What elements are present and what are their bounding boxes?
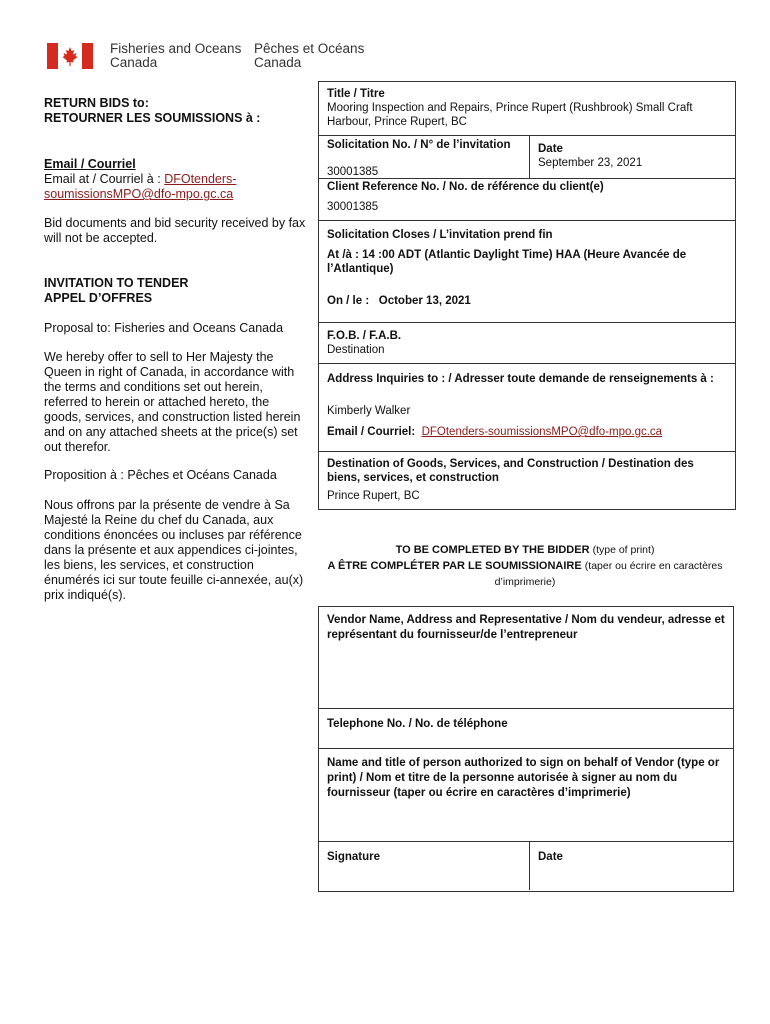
return-bids-heading <box>44 96 306 126</box>
canada-flag-icon <box>47 43 93 69</box>
client-ref-value: 30001385 <box>327 201 379 213</box>
closes-on <box>327 294 727 308</box>
bidder-line2-bold: A ÊTRE COMPLÉTER PAR LE SOUMISSIONAIRE <box>327 560 582 572</box>
email-link-part2[interactable]: soumissionsMPO@dfo-mpo.gc.ca <box>44 187 234 201</box>
logo-en-line1: Fisheries and Oceans <box>110 41 242 56</box>
bidder-instructions <box>318 542 732 590</box>
invitation-en: INVITATION TO TENDER <box>44 276 189 290</box>
closes-on-label: On / le : <box>327 295 370 307</box>
fob-value: Destination <box>327 344 385 356</box>
date-cell <box>529 136 735 179</box>
bidder-line1 <box>318 542 732 558</box>
bidder-line3-small: d’imprimerie) <box>494 576 556 588</box>
solicitation-info-box <box>318 81 736 510</box>
title-value-line1: Mooring Inspection and Repairs, Prince Rupert (Rushbrook) Small Craft <box>327 102 693 114</box>
telephone-field[interactable] <box>319 709 733 749</box>
date-label: Date <box>538 143 563 155</box>
email-block <box>44 157 306 202</box>
closes-label: Solicitation Closes / L’invitation prend fin <box>327 229 553 241</box>
closes-on-value: October 13, 2021 <box>378 295 471 307</box>
bidder-line1-bold: TO BE COMPLETED BY THE BIDDER <box>395 544 590 556</box>
inquiries-section <box>319 364 735 452</box>
solicitation-section <box>319 136 735 179</box>
signature-field[interactable] <box>319 842 530 890</box>
signatory-field[interactable] <box>319 749 733 842</box>
closes-at: At /à : 14 :00 ADT (Atlantic Daylight Time) HAA (Heure Avancée de l’Atlantique) <box>327 249 687 275</box>
client-ref-label: Client Reference No. / No. de référence du client(e) <box>327 181 604 193</box>
contact-name: Kimberly Walker <box>327 405 411 417</box>
email-line <box>44 172 306 187</box>
invitation-fr: APPEL D’OFFRES <box>44 291 153 305</box>
contact-email-label: Email / Courriel: <box>327 426 416 438</box>
vendor-name-field[interactable] <box>319 607 733 709</box>
sign-date-label: Date <box>538 851 563 863</box>
bidder-line2-small: (taper ou écrire en caractères <box>584 560 723 572</box>
offer-fr: Nous offrons par la présente de vendre à Sa Majesté la Reine du chef du Canada, aux conditions énoncées ou incluses par référence dans la présente et aux appendices ci-jointes, les biens, les services, et construction énumérés ici sur toute feuille ci-annexée, au(x) prix indiqué(s). <box>44 498 304 602</box>
proposal-fr: Proposition à : Pêches et Océans Canada <box>44 468 277 482</box>
title-section <box>319 82 735 136</box>
email-heading: Email / Courriel <box>44 157 136 171</box>
solicitation-label: Solicitation No. / N° de l’invitation <box>327 139 511 151</box>
return-bids-en: RETURN BIDS to: <box>44 96 149 110</box>
vendor-form <box>318 606 734 892</box>
email-link-part1[interactable]: DFOtenders- <box>164 172 237 186</box>
logo-wordmark-english <box>110 42 241 70</box>
destination-label: Destination of Goods, Services, and Construction / Destination des biens, services, et construction <box>327 458 694 484</box>
offer-en: We hereby offer to sell to Her Majesty the Queen in right of Canada, in accordance with the terms and conditions set out herein, referred to herein or attached hereto, the goods, services, and construction listed herein and on any attached sheets at the price(s) set out therefor. <box>44 350 301 454</box>
fax-note: Bid documents and bid security received by fax will not be accepted. <box>44 216 306 245</box>
vendor-name-label: Vendor Name, Address and Representative / Nom du vendeur, adresse et représentant du fournisseur/de l’entrepreneur <box>327 614 725 641</box>
invitation-heading <box>44 276 306 306</box>
telephone-label: Telephone No. / No. de téléphone <box>327 718 508 730</box>
title-value-line2: Harbour, Prince Rupert, BC <box>327 116 467 128</box>
fob-label: F.O.B. / F.A.B. <box>327 330 402 342</box>
client-ref-section <box>319 179 735 221</box>
bidder-line2 <box>318 558 732 574</box>
destination-value: Prince Rupert, BC <box>327 490 420 502</box>
logo-wordmark-french <box>254 42 364 70</box>
signatory-label: Name and title of person authorized to sign on behalf of Vendor (type or print) / Nom et titre de la personne autorisée à signer au nom du fournisseur (taper ou écrire en caractères d’imprimerie) <box>327 757 720 799</box>
email-prefix: Email at / Courriel à : <box>44 172 165 186</box>
proposal-en: Proposal to: Fisheries and Oceans Canada <box>44 321 284 335</box>
logo-en-line2: Canada <box>110 55 158 70</box>
title-label: Title / Titre <box>327 88 385 100</box>
destination-section <box>319 452 735 510</box>
fob-section <box>319 323 735 364</box>
address-inquiries: Address Inquiries to : / Adresser toute demande de renseignements à : <box>327 373 714 385</box>
contact-email-line <box>327 425 727 439</box>
solicitation-value: 30001385 <box>327 166 379 178</box>
closes-section <box>319 221 735 323</box>
logo-fr-line2: Canada <box>254 55 302 70</box>
date-value: September 23, 2021 <box>538 157 643 169</box>
return-bids-fr: RETOURNER LES SOUMISSIONS à : <box>44 111 261 125</box>
bidder-line1-small: (type of print) <box>592 544 655 556</box>
contact-email-link[interactable]: DFOtenders-soumissionsMPO@dfo-mpo.gc.ca <box>421 426 663 438</box>
signature-label: Signature <box>327 851 381 863</box>
sign-date-field[interactable] <box>530 842 733 890</box>
logo-fr-line1: Pêches et Océans <box>254 41 365 56</box>
